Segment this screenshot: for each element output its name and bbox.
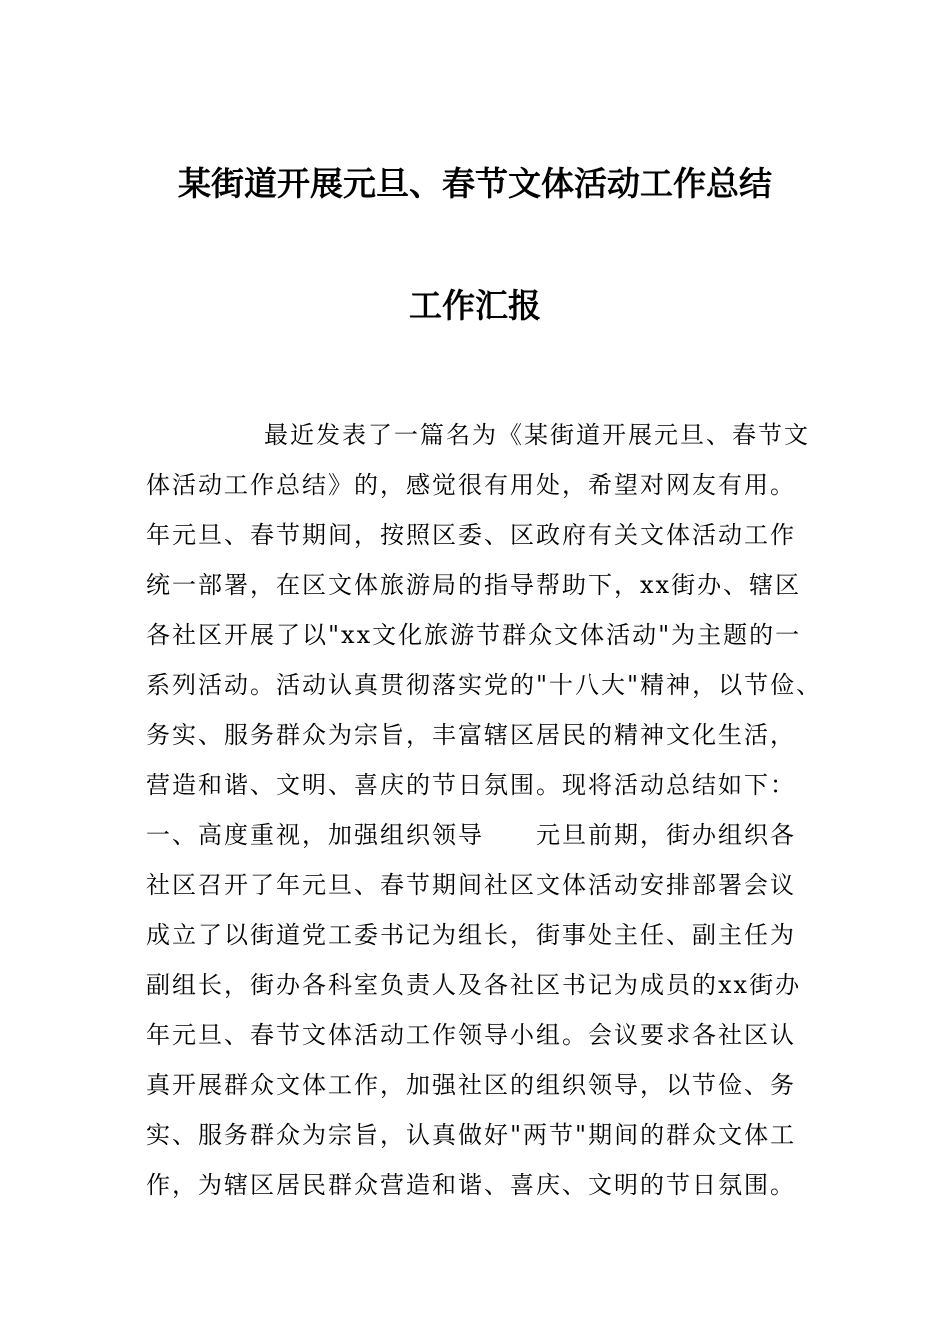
body-line: 各社区开展了以"xx文化旅游节群众文体活动"为主题的一 xyxy=(146,621,802,649)
document-body xyxy=(146,410,826,1210)
document-title: 某街道开展元旦、春节文体活动工作总结 xyxy=(178,164,772,203)
body-line: 年元旦、春节文体活动工作领导小组。会议要求各社区认 xyxy=(146,1021,796,1049)
body-line: 成立了以街道党工委书记为组长，街事处主任、副主任为 xyxy=(146,921,796,949)
body-line: 副组长，街办各科室负责人及各社区书记为成员的xx街办 xyxy=(146,971,802,999)
body-line: 营造和谐、文明、喜庆的节日氛围。现将活动总结如下： xyxy=(146,771,796,799)
document-subtitle: 工作汇报 xyxy=(409,286,541,325)
body-line: 年元旦、春节期间，按照区委、区政府有关文体活动工作 xyxy=(146,521,796,549)
body-line: 实、服务群众为宗旨，认真做好"两节"期间的群众文体工 xyxy=(146,1121,797,1149)
body-line: 系列活动。活动认真贯彻落实党的"十八大"精神，以节俭、 xyxy=(146,671,823,699)
body-line: 社区召开了年元旦、春节期间社区文体活动安排部署会议 xyxy=(146,871,796,899)
body-line: 真开展群众文体工作，加强社区的组织领导，以节俭、务 xyxy=(146,1071,796,1099)
body-line: 作，为辖区居民群众营造和谐、喜庆、文明的节日氛围。 xyxy=(146,1171,796,1199)
body-line: 一、高度重视，加强组织领导 元旦前期，街办组织各 xyxy=(146,821,796,849)
body-line: 体活动工作总结》的，感觉很有用处，希望对网友有用。 xyxy=(146,471,796,499)
body-line: 统一部署，在区文体旅游局的指导帮助下，xx街办、辖区 xyxy=(146,571,802,599)
body-line: 最近发表了一篇名为《某街道开展元旦、春节文 xyxy=(264,421,810,449)
body-line: 务实、服务群众为宗旨，丰富辖区居民的精神文化生活， xyxy=(146,721,796,749)
